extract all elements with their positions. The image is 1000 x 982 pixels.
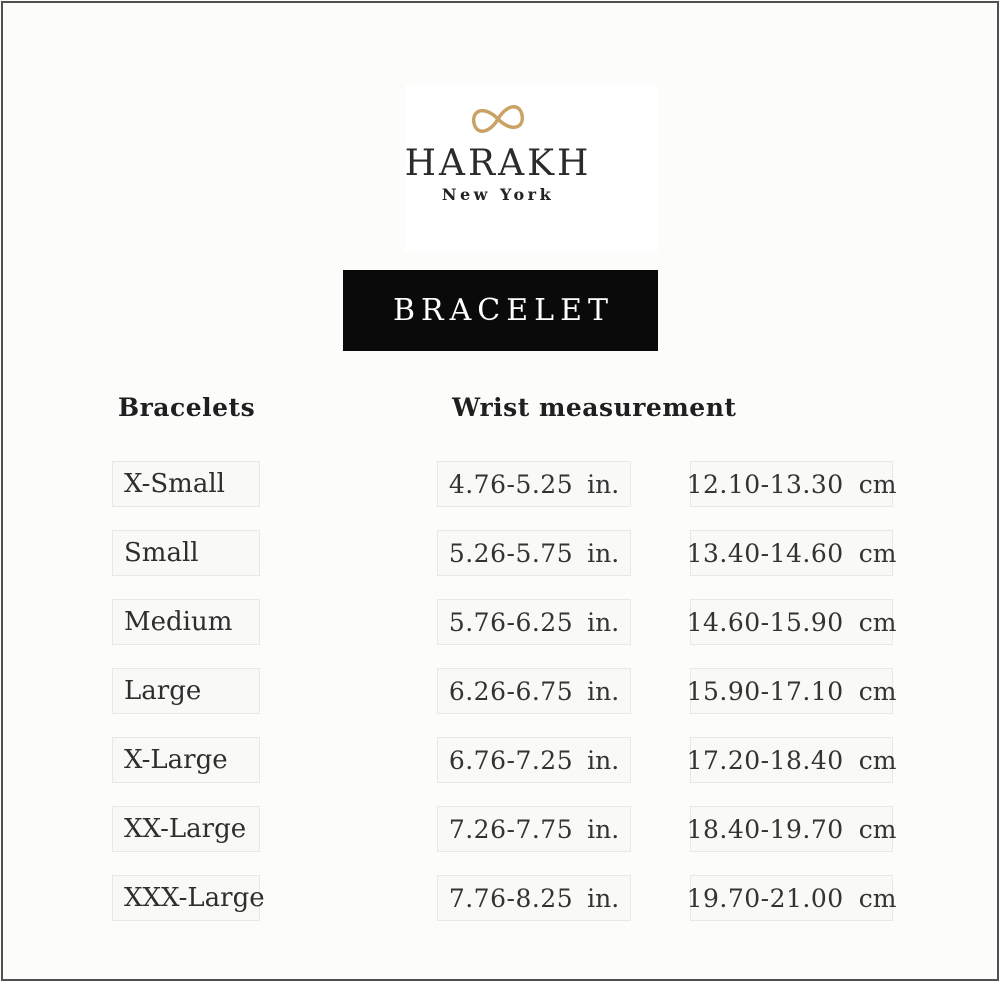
- cm-unit: cm: [858, 607, 897, 637]
- table-row: [0, 668, 1000, 714]
- size-label: XX-Large: [124, 814, 247, 844]
- size-cell: [112, 599, 260, 645]
- brand-city: New York: [441, 184, 555, 204]
- inches-range: 5.26-5.75: [448, 538, 574, 568]
- inches-cell: [437, 737, 631, 783]
- inches-unit: in.: [587, 814, 620, 844]
- cm-cell: [686, 530, 897, 576]
- inches-range: 7.76-8.25: [448, 883, 574, 913]
- inches-range: 7.26-7.75: [448, 814, 574, 844]
- cm-range: 19.70-21.00: [686, 883, 844, 913]
- size-cell: [112, 875, 265, 921]
- banner-title: BRACELET: [393, 293, 614, 328]
- cm-cell: [686, 875, 897, 921]
- size-cell: [112, 668, 260, 714]
- inches-range: 5.76-6.25: [448, 607, 574, 637]
- inches-cell: [437, 668, 631, 714]
- inches-unit: in.: [587, 607, 620, 637]
- infinity-logo-icon: [469, 98, 527, 140]
- cm-unit: cm: [858, 883, 897, 913]
- inches-range: 4.76-5.25: [448, 469, 574, 499]
- cm-cell: [686, 737, 897, 783]
- column-header-wrist-measurement: Wrist measurement: [452, 393, 737, 422]
- size-label: Small: [124, 538, 199, 568]
- table-row: [0, 806, 1000, 852]
- table-row: [0, 875, 1000, 921]
- inches-cell: [437, 875, 631, 921]
- cm-unit: cm: [858, 676, 897, 706]
- size-cell: [112, 530, 260, 576]
- inches-unit: in.: [587, 883, 620, 913]
- cm-range: 14.60-15.90: [686, 607, 844, 637]
- cm-range: 15.90-17.10: [686, 676, 844, 706]
- brand-name: HARAKH: [404, 143, 592, 184]
- size-cell: [112, 737, 260, 783]
- inches-unit: in.: [587, 745, 620, 775]
- size-label: X-Small: [124, 469, 225, 499]
- inches-unit: in.: [587, 676, 620, 706]
- cm-unit: cm: [858, 469, 897, 499]
- inches-range: 6.26-6.75: [448, 676, 574, 706]
- cm-range: 17.20-18.40: [686, 745, 844, 775]
- bracelet-banner: [343, 270, 658, 351]
- cm-range: 18.40-19.70: [686, 814, 844, 844]
- table-row: [0, 599, 1000, 645]
- table-row: [0, 461, 1000, 507]
- cm-unit: cm: [858, 814, 897, 844]
- size-cell: [112, 806, 260, 852]
- inches-unit: in.: [587, 538, 620, 568]
- size-label: Large: [124, 676, 202, 706]
- cm-unit: cm: [858, 745, 897, 775]
- cm-cell: [686, 461, 897, 507]
- cm-cell: [686, 599, 897, 645]
- cm-range: 13.40-14.60: [686, 538, 844, 568]
- column-header-bracelets: Bracelets: [118, 393, 256, 422]
- cm-cell: [686, 806, 897, 852]
- cm-unit: cm: [858, 538, 897, 568]
- size-label: XXX-Large: [124, 883, 265, 913]
- size-table: [0, 461, 1000, 944]
- cm-cell: [686, 668, 897, 714]
- inches-cell: [437, 599, 631, 645]
- inches-unit: in.: [587, 469, 620, 499]
- size-cell: [112, 461, 260, 507]
- inches-range: 6.76-7.25: [448, 745, 574, 775]
- brand-logo: [402, 98, 594, 204]
- table-row: [0, 530, 1000, 576]
- inches-cell: [437, 806, 631, 852]
- inches-cell: [437, 530, 631, 576]
- size-label: X-Large: [124, 745, 228, 775]
- table-row: [0, 737, 1000, 783]
- size-label: Medium: [124, 607, 233, 637]
- cm-range: 12.10-13.30: [686, 469, 844, 499]
- inches-cell: [437, 461, 631, 507]
